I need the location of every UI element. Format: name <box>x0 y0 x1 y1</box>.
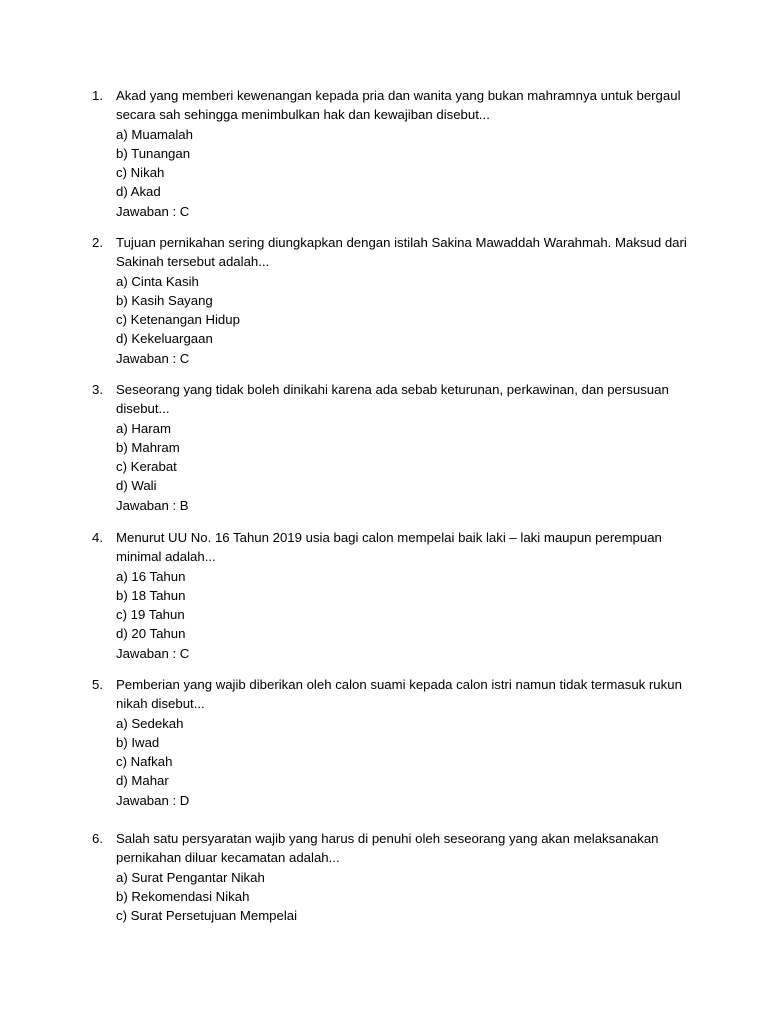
question-text-line: minimal adalah... <box>116 549 216 565</box>
option-a: a) Cinta Kasih <box>116 273 199 289</box>
question-number: 5. <box>92 677 103 692</box>
option-c: c) Nafkah <box>116 754 173 770</box>
question-number: 2. <box>92 235 103 250</box>
option-c: c) Nikah <box>116 165 165 181</box>
question-number: 6. <box>92 831 103 846</box>
question-body <box>116 86 681 221</box>
option-d: d) Kekeluargaan <box>116 331 213 347</box>
option-d: d) Mahar <box>116 773 169 789</box>
option-b: b) 18 Tahun <box>116 587 186 603</box>
option-a: a) Sedekah <box>116 715 184 731</box>
question-body <box>116 675 682 810</box>
option-d: d) Wali <box>116 478 157 494</box>
option-b: b) Rekomendasi Nikah <box>116 888 250 904</box>
question-text-line: nikah disebut... <box>116 696 205 712</box>
option-a: a) 16 Tahun <box>116 568 186 584</box>
question-text-line: secara sah sehingga menimbulkan hak dan kewajiban disebut... <box>116 107 490 123</box>
option-b: b) Iwad <box>116 734 160 750</box>
option-a: a) Surat Pengantar Nikah <box>116 869 265 885</box>
question-text-line: Sakinah tersebut adalah... <box>116 254 270 270</box>
question-body <box>116 233 687 368</box>
question-number: 3. <box>92 382 103 397</box>
answer-line: Jawaban : C <box>116 203 190 219</box>
option-b: b) Mahram <box>116 439 180 455</box>
question-text-line: Akad yang memberi kewenangan kepada pria dan wanita yang bukan mahramnya untuk bergaul <box>116 88 681 103</box>
question-body <box>116 528 676 663</box>
option-c: c) Kerabat <box>116 459 177 475</box>
option-c: c) 19 Tahun <box>116 607 185 623</box>
answer-line: Jawaban : C <box>116 350 190 366</box>
option-d: d) 20 Tahun <box>116 626 186 642</box>
question-text-line: disebut... <box>116 401 170 417</box>
answer-line: Jawaban : D <box>116 792 190 808</box>
question-text-line: Salah satu persyaratan wajib yang harus di penuhi oleh seseorang yang akan melaksanakan <box>116 831 659 846</box>
question-text-line: Seseorang yang tidak boleh dinikahi karena ada sebab keturunan, perkawinan, dan persusuan <box>116 382 669 397</box>
answer-line: Jawaban : B <box>116 497 189 513</box>
answer-line: Jawaban : C <box>116 645 190 661</box>
option-c: c) Ketenangan Hidup <box>116 312 240 328</box>
option-a: a) Haram <box>116 420 171 436</box>
question-text-line: Tujuan pernikahan sering diungkapkan dengan istilah Sakina Mawaddah Warahmah. Maksud dari <box>116 235 687 250</box>
option-c: c) Surat Persetujuan Mempelai <box>116 908 298 924</box>
option-b: b) Tunangan <box>116 145 191 161</box>
option-a: a) Muamalah <box>116 126 193 142</box>
question-body <box>116 380 676 515</box>
question-number: 4. <box>92 530 103 545</box>
question-text-line: Menurut UU No. 16 Tahun 2019 usia bagi calon mempelai baik laki – laki maupun perempuan <box>116 530 662 545</box>
question-body <box>116 829 676 925</box>
option-d: d) Akad <box>116 184 161 200</box>
question-text-line: Pemberian yang wajib diberikan oleh calon suami kepada calon istri namun tidak termasuk rukun <box>116 677 682 692</box>
option-b: b) Kasih Sayang <box>116 292 213 308</box>
question-text-line: pernikahan diluar kecamatan adalah... <box>116 850 340 866</box>
question-number: 1. <box>92 88 103 103</box>
